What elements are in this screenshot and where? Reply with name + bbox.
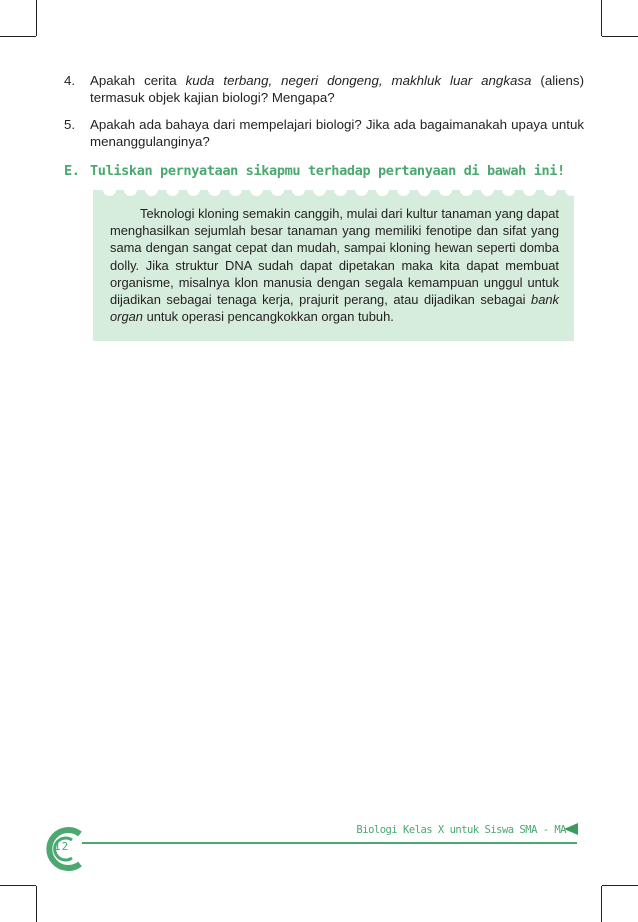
crop-mark <box>602 885 638 886</box>
decorative-dot <box>397 183 410 196</box>
question-text-italic: kuda terbang, negeri dongeng, makhluk luar angkasa <box>185 73 532 88</box>
section-letter: E. <box>64 163 80 179</box>
decorative-dot <box>229 183 242 196</box>
decorative-dot <box>418 183 431 196</box>
case-study-text-part: Teknologi kloning semakin canggih, mulai dari kultur tanaman yang dapat menghasilkan sejumlah besar tanaman yang memiliki fenotipe dan sifat yang sama dengan sangat cepat dan mudah, sampai kloning hewan seperti domba dolly. Jika struktur DNA sudah dapat dipetakan maka kita dapat membuat organisme, misalnya klon manusia dengan segala kemampuan unggul untuk dijadikan sebagai tenaga kerja, prajurit perang, atau dijadikan sebagai <box>110 206 559 308</box>
decorative-dot <box>439 183 452 196</box>
triangle-arrow-icon <box>564 823 578 835</box>
crop-mark <box>36 0 37 36</box>
crop-mark <box>601 0 602 36</box>
decorative-dot <box>292 183 305 196</box>
decorative-dot <box>523 183 536 196</box>
decorative-dot <box>250 183 263 196</box>
decorative-dot <box>544 183 557 196</box>
question-text-part: (aliens) termasuk objek kajian biologi? Mengapa? <box>90 73 584 105</box>
decorative-dot <box>103 183 116 196</box>
question-text <box>90 72 584 106</box>
decorative-dot <box>124 183 137 196</box>
question-number: 4. <box>64 73 76 88</box>
case-study-text-italic: bank organ <box>110 292 559 325</box>
crop-mark <box>0 36 36 37</box>
decorative-dot <box>208 183 221 196</box>
decorative-dot <box>355 183 368 196</box>
decorative-dot <box>145 183 158 196</box>
case-study-text <box>110 205 559 325</box>
decorative-dot <box>313 183 326 196</box>
decorative-dot <box>481 183 494 196</box>
decorative-dot <box>460 183 473 196</box>
crop-mark <box>0 885 36 886</box>
page-number: 12 <box>54 840 70 853</box>
decorative-dot <box>565 183 574 196</box>
decorative-dot <box>166 183 179 196</box>
footer-book-title: Biologi Kelas X untuk Siswa SMA - MA <box>356 824 566 836</box>
question-4 <box>64 72 584 106</box>
question-text-part: Apakah cerita <box>90 73 186 88</box>
section-heading <box>64 163 584 179</box>
section-title: Tuliskan pernyataan sikapmu terhadap pertanyaan di bawah ini! <box>90 163 565 179</box>
crop-mark <box>602 36 638 37</box>
decorative-dot <box>376 183 389 196</box>
decorative-dot-border <box>93 183 574 196</box>
footer-divider <box>82 842 577 844</box>
decorative-dot <box>187 183 200 196</box>
question-text: Apakah ada bahaya dari mempelajari biologi? Jika ada bagaimanakah upaya untuk menanggulanginya? <box>90 117 584 149</box>
case-study-text-part: untuk operasi pencangkokkan organ tubuh. <box>142 309 394 325</box>
crop-mark <box>601 886 602 922</box>
question-number: 5. <box>64 117 76 132</box>
decorative-dot <box>334 183 347 196</box>
question-5 <box>64 116 584 150</box>
decorative-dot <box>271 183 284 196</box>
decorative-dot <box>502 183 515 196</box>
crop-mark <box>36 886 37 922</box>
